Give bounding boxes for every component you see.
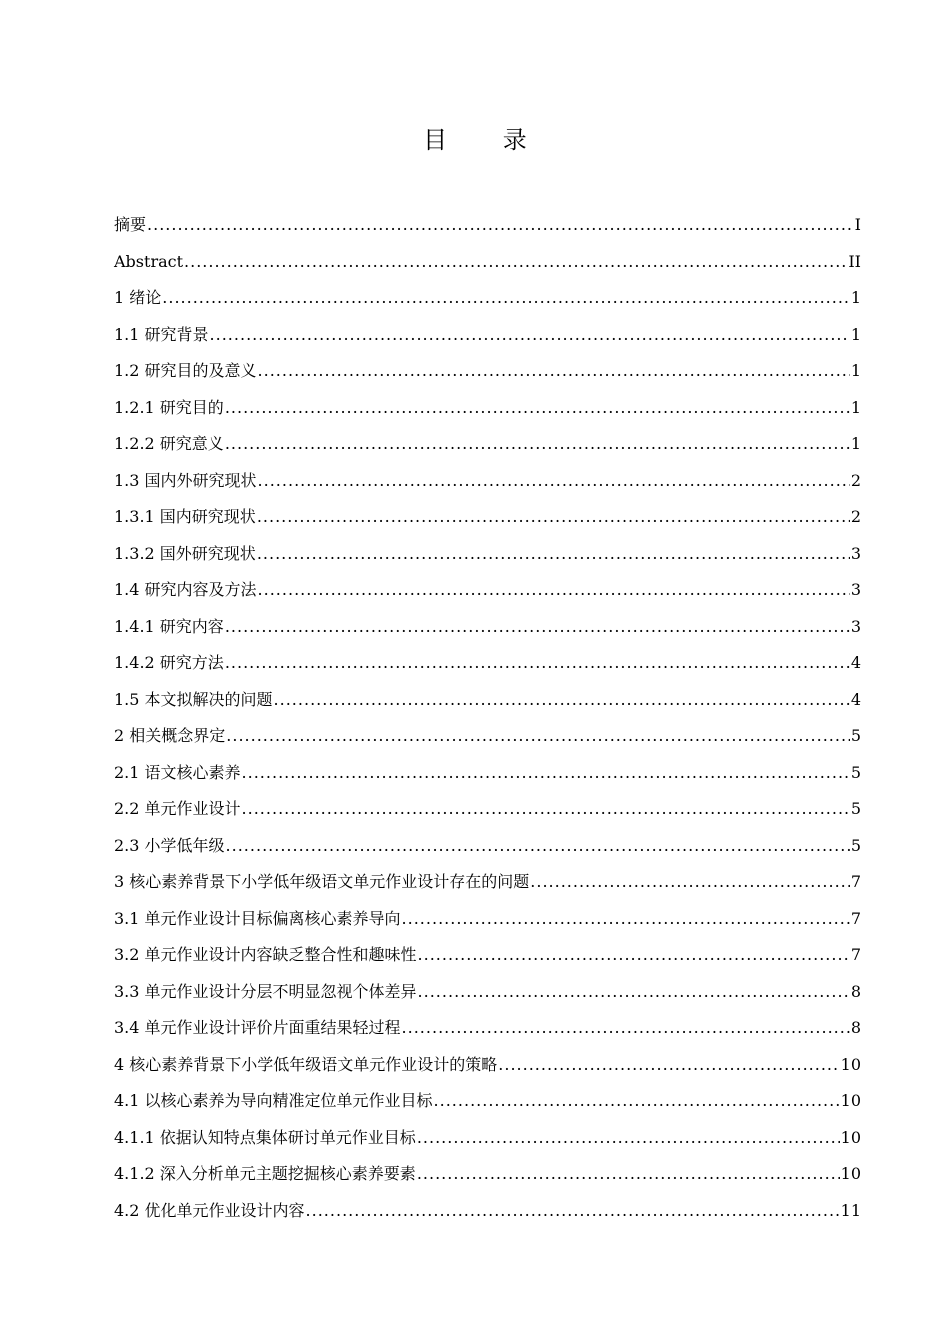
toc-page-number: 10: [840, 1054, 861, 1074]
toc-page-number: 5: [850, 762, 861, 782]
toc-entry-title: 2.3 小学低年级: [114, 835, 225, 855]
toc-page-number: 7: [850, 872, 861, 891]
toc-page-number: 10: [840, 1127, 861, 1147]
toc-entry-title: 4.1.1 依据认知特点集体研讨单元作业目标: [114, 1127, 416, 1147]
toc-entry-title: 3.2 单元作业设计内容缺乏整合性和趣味性: [114, 945, 417, 964]
toc-entry-title: 4.1.2 深入分析单元主题挖掘核心素养要素: [114, 1164, 416, 1183]
toc-dot-leader: [225, 649, 850, 677]
toc-dot-leader: [226, 832, 850, 860]
toc-page-number: 4: [850, 689, 861, 709]
toc-entry[interactable]: [114, 1197, 861, 1234]
toc-entry[interactable]: [114, 321, 861, 358]
toc-page-number: 7: [850, 908, 861, 928]
toc-entry-title: 3 核心素养背景下小学低年级语文单元作业设计存在的问题: [114, 872, 530, 891]
toc-page-number: 1: [850, 288, 861, 307]
toc-entry-title: 1.3.1 国内研究现状: [114, 507, 256, 526]
toc-dot-leader: [225, 613, 850, 641]
toc-dot-leader: [147, 211, 854, 239]
toc-dot-leader: [434, 1087, 840, 1115]
toc-dot-leader: [498, 1051, 839, 1079]
toc-dot-leader: [225, 430, 850, 458]
table-of-contents: [114, 211, 861, 1233]
toc-entry[interactable]: [114, 1014, 861, 1051]
toc-entry-title: 2.2 单元作业设计: [114, 799, 241, 818]
toc-entry-title: 4 核心素养背景下小学低年级语文单元作业设计的策略: [114, 1054, 498, 1074]
toc-dot-leader: [418, 978, 850, 1006]
toc-entry[interactable]: [114, 1160, 861, 1197]
toc-page-number: 2: [850, 507, 861, 526]
toc-entry-title: 1.3.2 国外研究现状: [114, 543, 256, 563]
toc-dot-leader: [402, 905, 850, 933]
toc-entry[interactable]: [114, 832, 861, 869]
toc-entry-title: 4.1 以核心素养为导向精准定位单元作业目标: [114, 1091, 433, 1110]
toc-entry[interactable]: [114, 686, 861, 723]
page-title: 目 录: [423, 126, 551, 154]
toc-dot-leader: [242, 795, 850, 823]
toc-page-number: 2: [850, 470, 861, 490]
toc-dot-leader: [242, 759, 850, 787]
toc-page-number: 3: [850, 616, 861, 636]
toc-entry[interactable]: [114, 722, 861, 759]
toc-entry[interactable]: [114, 1124, 861, 1161]
toc-entry[interactable]: [114, 1087, 861, 1124]
toc-entry-title: 1.4.2 研究方法: [114, 653, 224, 672]
toc-entry[interactable]: [114, 905, 861, 942]
toc-entry-title: Abstract: [114, 251, 184, 271]
toc-page-number: 4: [850, 653, 861, 672]
toc-entry[interactable]: [114, 467, 861, 504]
toc-dot-leader: [402, 1014, 850, 1042]
toc-dot-leader: [417, 1124, 840, 1152]
toc-page-number: I: [854, 215, 861, 234]
toc-entry-title: 1.1 研究背景: [114, 324, 209, 344]
toc-dot-leader: [257, 540, 850, 568]
toc-dot-leader: [210, 321, 850, 349]
toc-entry-title: 3.3 单元作业设计分层不明显忽视个体差异: [114, 981, 417, 1001]
toc-dot-leader: [417, 1160, 840, 1188]
toc-entry[interactable]: [114, 1051, 861, 1088]
toc-entry[interactable]: [114, 795, 861, 832]
toc-page-number: 1: [850, 324, 861, 344]
toc-entry[interactable]: [114, 211, 861, 248]
toc-entry-title: 2.1 语文核心素养: [114, 762, 241, 782]
toc-page-number: 8: [850, 981, 861, 1001]
toc-dot-leader: [257, 503, 850, 531]
toc-entry[interactable]: [114, 941, 861, 978]
toc-page-number: 10: [840, 1091, 861, 1110]
toc-page-number: 11: [840, 1200, 861, 1220]
toc-entry[interactable]: [114, 576, 861, 613]
toc-entry-title: 1.3 国内外研究现状: [114, 470, 257, 490]
toc-page-number: 1: [850, 397, 861, 417]
toc-entry-title: 3.1 单元作业设计目标偏离核心素养导向: [114, 908, 401, 928]
toc-entry[interactable]: [114, 868, 861, 905]
toc-page-number: 1: [850, 434, 861, 453]
toc-entry-title: 摘要: [114, 215, 147, 234]
toc-page-number: 7: [850, 945, 861, 964]
toc-dot-leader: [258, 576, 850, 604]
toc-dot-leader: [274, 686, 850, 714]
toc-entry[interactable]: [114, 248, 861, 285]
toc-entry[interactable]: [114, 503, 861, 540]
toc-entry[interactable]: [114, 394, 861, 431]
toc-entry[interactable]: [114, 613, 861, 650]
toc-entry-title: 4.2 优化单元作业设计内容: [114, 1200, 305, 1220]
toc-dot-leader: [184, 248, 847, 276]
toc-entry[interactable]: [114, 540, 861, 577]
toc-entry-title: 3.4 单元作业设计评价片面重结果轻过程: [114, 1018, 401, 1037]
toc-page-number: 8: [850, 1018, 861, 1037]
toc-page-number: 10: [840, 1164, 861, 1183]
toc-entry-title: 2 相关概念界定: [114, 726, 226, 745]
toc-page-number: 5: [850, 835, 861, 855]
toc-dot-leader: [258, 467, 850, 495]
toc-dot-leader: [418, 941, 850, 969]
toc-dot-leader: [306, 1197, 840, 1225]
toc-page-number: 1: [850, 361, 861, 380]
toc-entry-title: 1.4 研究内容及方法: [114, 580, 257, 599]
toc-entry-title: 1.4.1 研究内容: [114, 616, 224, 636]
toc-entry-title: 1.5 本文拟解决的问题: [114, 689, 273, 709]
toc-page-number: 5: [850, 726, 861, 745]
toc-entry-title: 1.2.2 研究意义: [114, 434, 224, 453]
toc-page-number: 5: [850, 799, 861, 818]
toc-dot-leader: [258, 357, 850, 385]
toc-page-number: 3: [850, 543, 861, 563]
toc-entry[interactable]: [114, 759, 861, 796]
toc-dot-leader: [530, 868, 850, 896]
toc-dot-leader: [162, 284, 850, 312]
toc-entry[interactable]: [114, 649, 861, 686]
toc-dot-leader: [225, 394, 850, 422]
toc-entry-title: 1 绪论: [114, 288, 162, 307]
toc-dot-leader: [226, 722, 850, 750]
toc-entry[interactable]: [114, 978, 861, 1015]
toc-entry[interactable]: [114, 284, 861, 321]
toc-entry[interactable]: [114, 430, 861, 467]
toc-entry[interactable]: [114, 357, 861, 394]
toc-entry-title: 1.2 研究目的及意义: [114, 361, 257, 380]
toc-page-number: 3: [850, 580, 861, 599]
toc-entry-title: 1.2.1 研究目的: [114, 397, 224, 417]
toc-page-number: II: [848, 251, 861, 271]
